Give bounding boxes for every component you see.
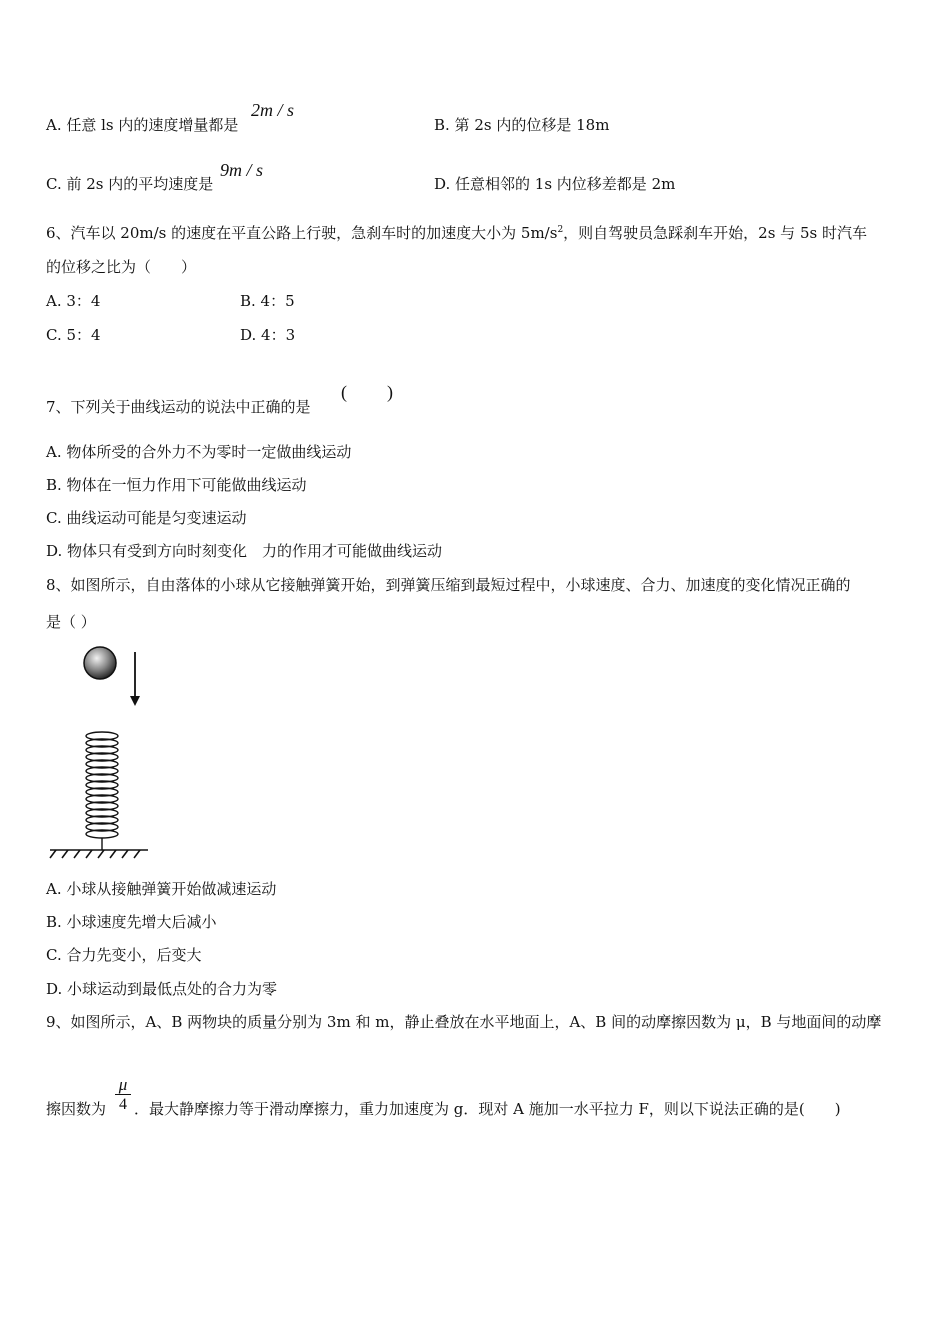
- q6-option-c: C. 5：4: [46, 326, 101, 344]
- q7-stem: 7、下列关于曲线运动的说法中正确的是: [46, 398, 311, 416]
- q7-paren-close: ): [387, 382, 393, 402]
- q8-option-d: D. 小球运动到最低点处的合力为零: [46, 980, 278, 998]
- q9-fraction-numerator: μ: [118, 1075, 128, 1094]
- q5-option-a: [46, 115, 238, 135]
- q7-paren-open: (: [341, 382, 347, 402]
- spring-icon: [86, 732, 118, 850]
- q7-option-b: B. 物体在一恒力作用下可能做曲线运动: [46, 476, 307, 494]
- q5-option-a-text: A. 任意 ls 内的速度增量都是: [46, 116, 239, 134]
- q5-option-b: B. 第 2s 内的位移是 18m: [434, 116, 610, 134]
- q6-stem-superscript: 2: [557, 225, 564, 235]
- q6-option-b: B. 4：5: [240, 292, 295, 310]
- down-arrow-icon: [130, 652, 140, 706]
- q6-stem-part-b: ，则自驾驶员急踩刹车开始，2s 与 5s 时汽车: [563, 224, 867, 242]
- q9-stem-line1: 9、如图所示，A、B 两物块的质量分别为 3m 和 m，静止叠放在水平地面上，A、B 间的动摩擦因数为 μ，B 与地面间的动摩: [46, 1013, 882, 1031]
- q8-option-c: C. 合力先变小，后变大: [46, 946, 202, 964]
- q6-stem-line2: 的位移之比为（ ）: [46, 258, 197, 276]
- q5-option-c-text: C. 前 2s 内的平均速度是: [46, 175, 214, 193]
- q6-option-d: D. 4：3: [240, 326, 296, 344]
- q9-stem-line2-a: 擦因数为: [46, 1100, 107, 1118]
- q5-option-d: D. 任意相邻的 1s 内位移差都是 2m: [434, 175, 676, 193]
- q6-stem-line1: [46, 220, 867, 243]
- q8-stem-line1: 8、如图所示，自由落体的小球从它接触弹簧开始，到弹簧压缩到最短过程中，小球速度、合力、加速度的变化情况正确的: [46, 576, 851, 594]
- q5-option-a-value: 2m / s: [251, 100, 295, 120]
- q8-stem-line2: 是（ ）: [46, 613, 96, 631]
- q8-option-b: B. 小球速度先增大后减小: [46, 913, 217, 931]
- q7-option-d: D. 物体只有受到方向时刻变化 力的作用才可能做曲线运动: [46, 542, 443, 560]
- q6-stem-part-a: 6、汽车以 20m/s 的速度在平直公路上行驶，急刹车时的加速度大小为 5m/s: [46, 224, 558, 242]
- q8-figure: [40, 640, 170, 860]
- ball-icon: [84, 647, 116, 679]
- q9-fraction-mu-over-4: [114, 1076, 132, 1115]
- q9-fraction-denominator: 4: [119, 1096, 127, 1113]
- q6-option-a: A. 3：4: [46, 292, 101, 310]
- q5-option-c-value: 9m / s: [220, 160, 264, 180]
- ground-icon: [50, 850, 148, 858]
- q8-option-a: A. 小球从接触弹簧开始做减速运动: [46, 880, 277, 898]
- q7-option-a: A. 物体所受的合外力不为零时一定做曲线运动: [46, 443, 352, 461]
- q5-option-c: [46, 174, 213, 194]
- q9-stem-line2-b: ．最大静摩擦力等于滑动摩擦力，重力加速度为 g．现对 A 施加一水平拉力 F，则以下说法正确的是( ): [134, 1100, 841, 1118]
- q7-option-c: C. 曲线运动可能是匀变速运动: [46, 509, 247, 527]
